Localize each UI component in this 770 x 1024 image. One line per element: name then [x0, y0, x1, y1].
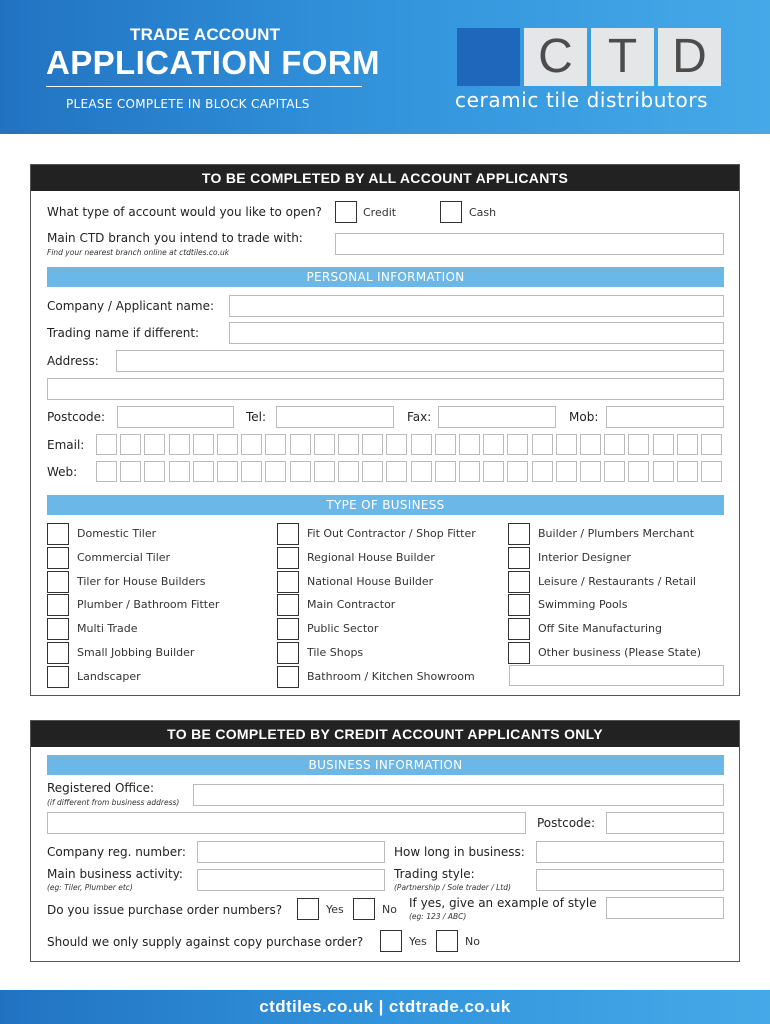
web-character-boxes[interactable] — [96, 461, 726, 483]
character-box[interactable] — [290, 434, 311, 455]
character-box[interactable] — [701, 434, 722, 455]
trading-name-field[interactable] — [229, 322, 724, 344]
character-box[interactable] — [96, 434, 117, 455]
business-type-label: Other business (Please State) — [538, 646, 702, 659]
other-business-field[interactable] — [509, 665, 724, 686]
business-type-checkbox[interactable] — [277, 571, 299, 593]
company-reg-field[interactable] — [197, 841, 385, 863]
character-box[interactable] — [120, 461, 141, 482]
business-type-option[interactable] — [47, 594, 267, 616]
business-type-column-2 — [277, 523, 497, 693]
business-type-label: Tiler for House Builders — [77, 574, 206, 588]
po-example-field[interactable] — [606, 897, 724, 919]
business-type-option[interactable] — [277, 642, 497, 664]
business-type-option[interactable] — [277, 618, 497, 640]
character-box[interactable] — [653, 434, 674, 455]
business-type-option[interactable] — [47, 666, 267, 688]
business-type-label: Fit Out Contractor / Shop Fitter — [307, 527, 476, 540]
business-type-label: Small Jobbing Builder — [77, 646, 195, 659]
tel-label: Tel: — [246, 410, 267, 424]
character-box[interactable] — [604, 434, 625, 455]
logo-letter-d: D — [658, 28, 721, 86]
character-box[interactable] — [459, 461, 480, 482]
form-title: APPLICATION FORM — [46, 44, 380, 81]
character-box[interactable] — [386, 434, 407, 455]
character-box[interactable] — [169, 461, 190, 482]
section-heading: TO BE COMPLETED BY CREDIT ACCOUNT APPLICANTS ONLY — [31, 721, 739, 747]
how-long-label: How long in business: — [394, 845, 525, 859]
branch-label: Main CTD branch you intend to trade with: — [47, 231, 303, 245]
company-label: Company / Applicant name: — [47, 299, 215, 313]
business-type-checkbox[interactable] — [277, 666, 299, 688]
character-box[interactable] — [314, 461, 335, 482]
all-applicants-section — [30, 164, 740, 696]
po-no-checkbox[interactable] — [353, 898, 375, 920]
business-type-label: Landscaper — [77, 669, 141, 683]
business-type-checkbox[interactable] — [508, 594, 530, 616]
character-box[interactable] — [193, 461, 214, 482]
character-box[interactable] — [362, 434, 383, 455]
company-reg-label: Company reg. number: — [47, 845, 186, 859]
business-type-column-1 — [47, 523, 267, 693]
trading-style-label: Trading style: — [394, 867, 475, 881]
business-type-checkbox[interactable] — [508, 523, 530, 545]
business-type-option[interactable] — [277, 571, 497, 593]
registered-office-hint: (if different from business address) — [47, 798, 180, 807]
character-box[interactable] — [483, 461, 504, 482]
credit-label: Credit — [363, 206, 397, 219]
business-type-checkbox[interactable] — [47, 571, 69, 593]
web-label: Web: — [47, 465, 78, 479]
character-box[interactable] — [338, 434, 359, 455]
character-box[interactable] — [459, 434, 480, 455]
character-box[interactable] — [628, 461, 649, 482]
section-heading: TO BE COMPLETED BY ALL ACCOUNT APPLICANTS — [31, 165, 739, 191]
business-type-option[interactable] — [277, 666, 497, 688]
business-type-option[interactable] — [47, 547, 267, 569]
po-example-label: If yes, give an example of style — [409, 896, 597, 910]
trading-name-label: Trading name if different: — [47, 326, 200, 340]
character-box[interactable] — [532, 434, 553, 455]
purchase-order-question: Do you issue purchase order numbers? — [47, 903, 283, 917]
character-box[interactable] — [483, 434, 504, 455]
business-type-option[interactable] — [277, 523, 497, 545]
business-type-option[interactable] — [47, 571, 267, 593]
copy-po-no-label: No — [465, 935, 480, 948]
character-box[interactable] — [411, 434, 432, 455]
email-character-boxes[interactable] — [96, 434, 726, 456]
email-label: Email: — [47, 438, 85, 452]
character-box[interactable] — [580, 461, 601, 482]
cash-checkbox[interactable] — [440, 201, 462, 223]
business-type-label: Off Site Manufacturing — [538, 622, 663, 636]
business-type-label: Bathroom / Kitchen Showroom — [307, 669, 475, 683]
character-box[interactable] — [677, 434, 698, 455]
registered-postcode-label: Postcode: — [537, 816, 596, 830]
registered-postcode-field[interactable] — [606, 812, 724, 834]
main-activity-label: Main business activity: — [47, 867, 183, 881]
character-box[interactable] — [411, 461, 432, 482]
character-box[interactable] — [386, 461, 407, 482]
business-type-label: Tile Shops — [307, 646, 364, 659]
business-type-checkbox[interactable] — [277, 594, 299, 616]
business-type-option[interactable] — [508, 571, 728, 593]
business-type-checkbox[interactable] — [508, 547, 530, 569]
fax-label: Fax: — [407, 410, 432, 424]
business-type-label: Domestic Tiler — [77, 527, 157, 540]
character-box[interactable] — [217, 461, 238, 482]
business-type-checkbox[interactable] — [47, 523, 69, 545]
business-type-option[interactable] — [508, 642, 728, 664]
fax-field[interactable] — [438, 406, 556, 428]
instructions-text: PLEASE COMPLETE IN BLOCK CAPITALS — [66, 97, 310, 111]
business-type-checkbox[interactable] — [277, 642, 299, 664]
business-type-label: Plumber / Bathroom Fitter — [77, 598, 220, 612]
character-box[interactable] — [580, 434, 601, 455]
address-field-1[interactable] — [116, 350, 724, 372]
character-box[interactable] — [628, 434, 649, 455]
type-of-business-band: TYPE OF BUSINESS — [47, 495, 724, 515]
logo-tagline: ceramic tile distributors — [455, 88, 709, 112]
character-box[interactable] — [435, 461, 456, 482]
business-type-label: Main Contractor — [307, 598, 396, 612]
business-type-option[interactable] — [508, 547, 728, 569]
business-type-label: Regional House Builder — [307, 550, 435, 564]
main-activity-field[interactable] — [197, 869, 385, 891]
business-type-option[interactable] — [508, 618, 728, 640]
business-type-option[interactable] — [277, 594, 497, 616]
character-box[interactable] — [96, 461, 117, 482]
copy-po-yes-checkbox[interactable] — [380, 930, 402, 952]
branch-field[interactable] — [335, 233, 724, 255]
business-type-label: Builder / Plumbers Merchant — [538, 527, 695, 540]
registered-office-field-2[interactable] — [47, 812, 526, 834]
business-type-checkbox[interactable] — [47, 618, 69, 640]
character-box[interactable] — [144, 434, 165, 455]
business-type-checkbox[interactable] — [277, 547, 299, 569]
branch-hint: Find your nearest branch online at ctdtiles.co.uk — [47, 248, 230, 257]
character-box[interactable] — [241, 434, 262, 455]
registered-office-field[interactable] — [193, 784, 724, 806]
character-box[interactable] — [556, 461, 577, 482]
character-box[interactable] — [532, 461, 553, 482]
trading-style-field[interactable] — [536, 869, 724, 891]
po-yes-label: Yes — [326, 903, 344, 916]
business-type-checkbox[interactable] — [47, 642, 69, 664]
business-type-option[interactable] — [277, 547, 497, 569]
mob-field[interactable] — [606, 406, 724, 428]
registered-office-label: Registered Office: — [47, 781, 155, 795]
business-type-checkbox[interactable] — [277, 618, 299, 640]
postcode-field[interactable] — [117, 406, 234, 428]
character-box[interactable] — [701, 461, 722, 482]
character-box[interactable] — [604, 461, 625, 482]
po-example-hint: (eg: 123 / ABC) — [409, 912, 467, 921]
business-type-label: Leisure / Restaurants / Retail — [538, 574, 696, 588]
business-type-label: Swimming Pools — [538, 598, 628, 612]
character-box[interactable] — [169, 434, 190, 455]
character-box[interactable] — [435, 434, 456, 455]
po-yes-checkbox[interactable] — [297, 898, 319, 920]
copy-po-no-checkbox[interactable] — [436, 930, 458, 952]
logo-letter-c: C — [524, 28, 587, 86]
business-type-option[interactable] — [508, 523, 728, 545]
character-box[interactable] — [677, 461, 698, 482]
business-type-checkbox[interactable] — [508, 571, 530, 593]
business-type-option[interactable] — [47, 642, 267, 664]
business-type-option[interactable] — [47, 523, 267, 545]
personal-info-band: PERSONAL INFORMATION — [47, 267, 724, 287]
po-no-label: No — [382, 903, 397, 916]
character-box[interactable] — [290, 461, 311, 482]
business-type-option[interactable] — [508, 594, 728, 616]
postcode-label: Postcode: — [47, 410, 106, 424]
character-box[interactable] — [217, 434, 238, 455]
mob-label: Mob: — [569, 410, 599, 424]
credit-checkbox[interactable] — [335, 201, 357, 223]
business-type-checkbox[interactable] — [508, 618, 530, 640]
address-label: Address: — [47, 354, 99, 368]
company-field[interactable] — [229, 295, 724, 317]
character-box[interactable] — [507, 434, 528, 455]
business-type-label: National House Builder — [307, 574, 434, 588]
form-subtitle: TRADE ACCOUNT — [130, 25, 281, 44]
character-box[interactable] — [314, 434, 335, 455]
footer-websites: ctdtiles.co.uk | ctdtrade.co.uk — [0, 990, 770, 1024]
character-box[interactable] — [362, 461, 383, 482]
business-type-checkbox[interactable] — [508, 642, 530, 664]
business-type-label: Public Sector — [307, 622, 379, 636]
logo-letter-t: T — [591, 28, 654, 86]
credit-applicants-section — [30, 720, 740, 962]
character-box[interactable] — [120, 434, 141, 455]
tel-field[interactable] — [276, 406, 394, 428]
character-box[interactable] — [653, 461, 674, 482]
copy-po-question: Should we only supply against copy purchase order? — [47, 935, 364, 949]
business-type-checkbox[interactable] — [277, 523, 299, 545]
business-type-label: Multi Trade — [77, 622, 138, 636]
character-box[interactable] — [338, 461, 359, 482]
title-underline — [46, 86, 362, 87]
business-type-checkbox[interactable] — [47, 666, 69, 688]
how-long-field[interactable] — [536, 841, 724, 863]
character-box[interactable] — [556, 434, 577, 455]
character-box[interactable] — [144, 461, 165, 482]
cash-label: Cash — [469, 206, 497, 219]
business-type-label: Interior Designer — [538, 550, 631, 564]
main-activity-hint: (eg: Tiler, Plumber etc) — [47, 883, 133, 892]
business-type-checkbox[interactable] — [47, 594, 69, 616]
business-type-option[interactable] — [47, 618, 267, 640]
character-box[interactable] — [265, 434, 286, 455]
trading-style-hint: (Partnership / Sole trader / Ltd) — [394, 883, 511, 892]
character-box[interactable] — [507, 461, 528, 482]
business-type-checkbox[interactable] — [47, 547, 69, 569]
business-type-label: Commercial Tiler — [77, 550, 171, 564]
character-box[interactable] — [193, 434, 214, 455]
business-info-band: BUSINESS INFORMATION — [47, 755, 724, 775]
character-box[interactable] — [265, 461, 286, 482]
address-field-2[interactable] — [47, 378, 724, 400]
copy-po-yes-label: Yes — [409, 935, 427, 948]
character-box[interactable] — [241, 461, 262, 482]
account-type-question: What type of account would you like to open? — [47, 205, 322, 219]
logo-blue-square — [457, 28, 520, 86]
